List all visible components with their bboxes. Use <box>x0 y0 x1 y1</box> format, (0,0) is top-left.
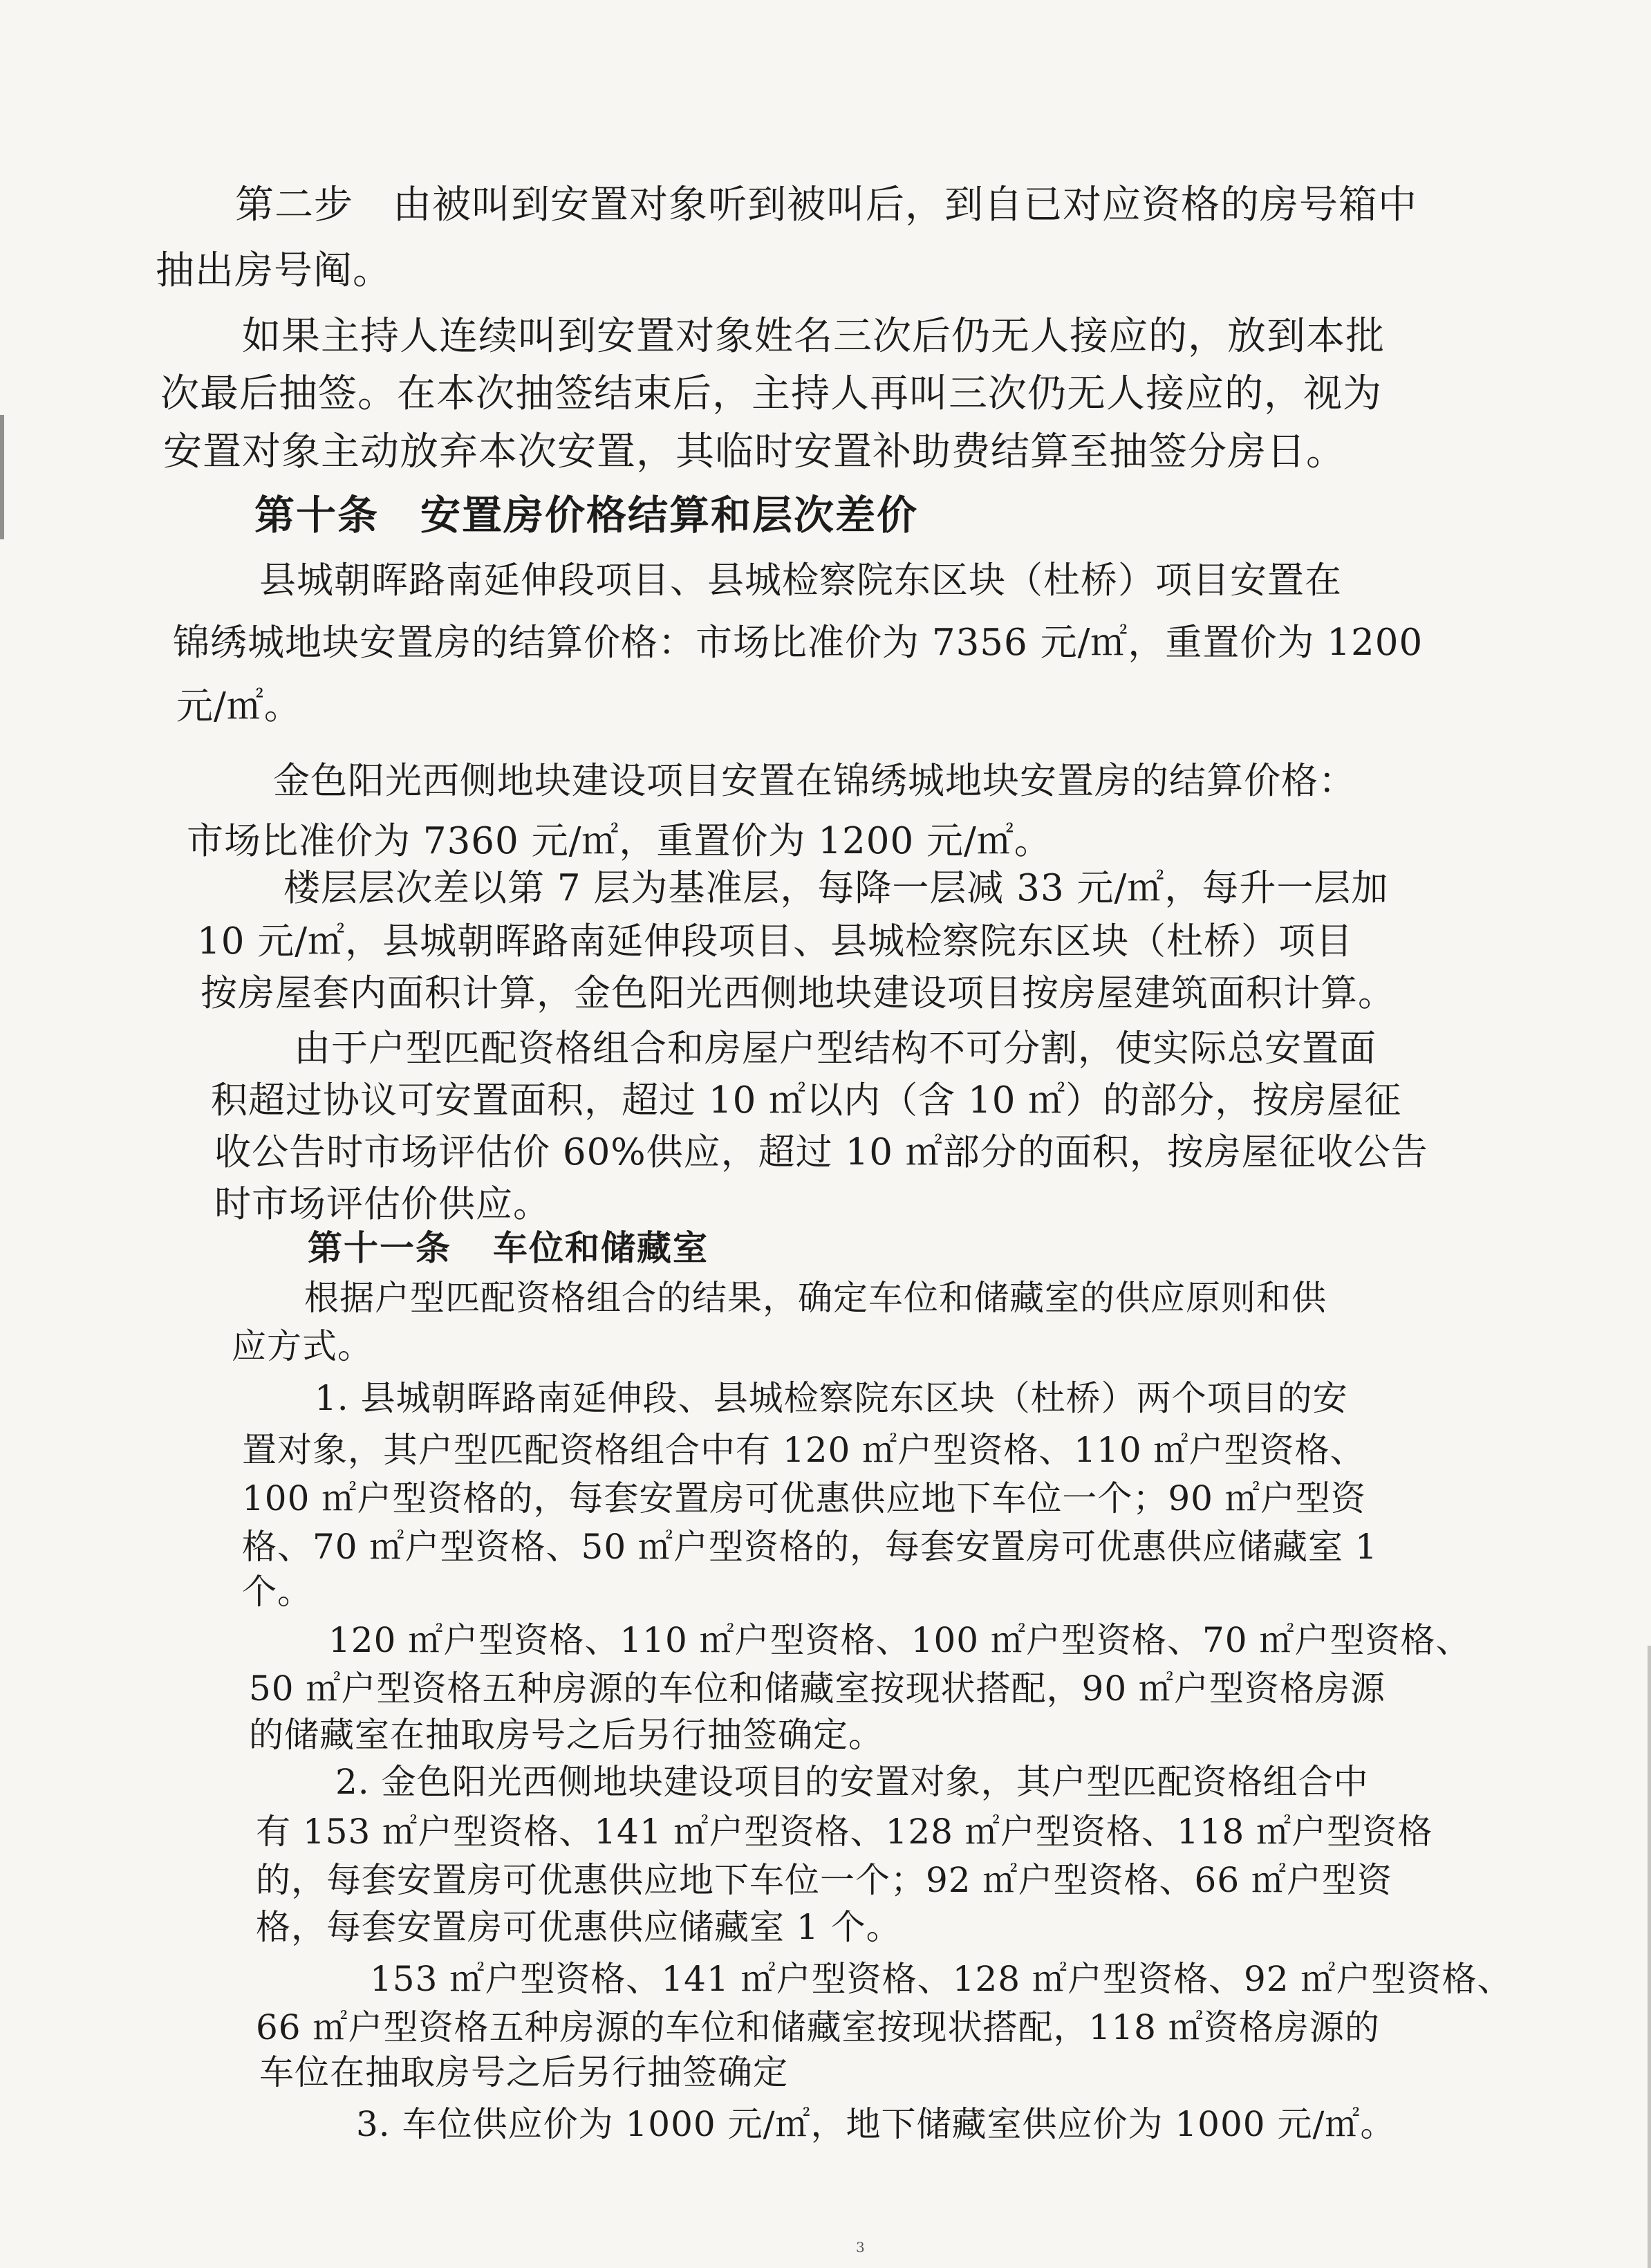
text-line: 3. 车位供应价为 1000 元/㎡，地下储藏室供应价为 1000 元/㎡。 <box>356 2104 1396 2144</box>
text-line: 收公告时市场评估价 60%供应，超过 10 ㎡部分的面积，按房屋征收公告 <box>214 1131 1428 1173</box>
text-line: 格、70 ㎡户型资格、50 ㎡户型资格的，每套安置房可优惠供应储藏室 1 <box>242 1527 1378 1567</box>
text-line: 锦绣城地块安置房的结算价格：市场比准价为 7356 元/㎡，重置价为 1200 <box>173 622 1424 664</box>
text-line: 10 元/㎡，县城朝晖路南延伸段项目、县城检察院东区块（杜桥）项目 <box>197 920 1354 963</box>
text-line: 有 153 ㎡户型资格、141 ㎡户型资格、128 ㎡户型资格、118 ㎡户型资格 <box>256 1812 1433 1852</box>
text-line: 1. 县城朝晖路南延伸段、县城检察院东区块（杜桥）两个项目的安 <box>315 1378 1348 1418</box>
article-10-title: 安置房价格结算和层次差价 <box>420 492 919 539</box>
article-10-heading <box>254 492 918 538</box>
text-line: 抽出房号阄。 <box>156 248 392 293</box>
text-line: 100 ㎡户型资格的，每套安置房可优惠供应地下车位一个；90 ㎡户型资 <box>242 1478 1366 1518</box>
text-line: 120 ㎡户型资格、110 ㎡户型资格、100 ㎡户型资格、70 ㎡户型资格、 <box>328 1620 1471 1660</box>
text-line: 如果主持人连续叫到安置对象姓名三次后仍无人接应的，放到本批 <box>242 314 1385 359</box>
text-line: 的，每套安置房可优惠供应地下车位一个；92 ㎡户型资格、66 ㎡户型资 <box>256 1860 1393 1900</box>
text-line: 66 ㎡户型资格五种房源的车位和储藏室按现状搭配，118 ㎡资格房源的 <box>256 2007 1380 2047</box>
article-11-heading <box>308 1225 709 1271</box>
text-line: 楼层层次差以第 7 层为基准层，每降一层减 33 元/㎡，每升一层加 <box>283 867 1389 909</box>
text-line: 根据户型匹配资格组合的结果，确定车位和储藏室的供应原则和供 <box>304 1278 1327 1318</box>
text-line: 市场比准价为 7360 元/㎡，重置价为 1200 元/㎡。 <box>187 820 1052 862</box>
text-line: 车位在抽取房号之后另行抽签确定 <box>259 2052 788 2092</box>
text-line: 由于户型匹配资格组合和房屋户型结构不可分割，使实际总安置面 <box>294 1028 1377 1070</box>
text-line: 金色阳光西侧地块建设项目安置在锦绣城地块安置房的结算价格： <box>273 760 1356 802</box>
text-line: 第二步 由被叫到安置对象听到被叫后，到自已对应资格的房号箱中 <box>235 183 1417 227</box>
article-11-title: 车位和储藏室 <box>493 1228 709 1268</box>
text-line: 时市场评估价供应。 <box>214 1183 550 1225</box>
text-line: 50 ㎡户型资格五种房源的车位和储藏室按现状搭配，90 ㎡户型资格房源 <box>249 1669 1386 1709</box>
text-line: 次最后抽签。在本次抽签结束后，主持人再叫三次仍无人接应的，视为 <box>160 371 1382 416</box>
scan-edge-left <box>0 415 4 539</box>
page-number: 3 <box>856 2239 865 2256</box>
article-10-number: 第十条 <box>254 492 380 539</box>
text-line: 的储藏室在抽取房号之后另行抽签确定。 <box>249 1715 884 1755</box>
scan-edge-right <box>1648 1646 1651 2268</box>
text-line: 积超过协议可安置面积，超过 10 ㎡以内（含 10 ㎡）的部分，按房屋征 <box>211 1079 1402 1122</box>
text-line: 应方式。 <box>232 1326 373 1366</box>
text-line: 安置对象主动放弃本次安置，其临时安置补助费结算至抽签分房日。 <box>163 429 1345 474</box>
text-line: 县城朝晖路南延伸段项目、县城检察院东区块（杜桥）项目安置在 <box>259 559 1342 602</box>
text-line: 个。 <box>242 1572 313 1612</box>
text-line: 2. 金色阳光西侧地块建设项目的安置对象，其户型匹配资格组合中 <box>335 1762 1369 1802</box>
text-line: 格，每套安置房可优惠供应储藏室 1 个。 <box>256 1907 902 1947</box>
text-line: 元/㎡。 <box>176 685 301 727</box>
article-11-number: 第十一条 <box>308 1228 451 1268</box>
text-line: 按房屋套内面积计算，金色阳光西侧地块建设项目按房屋建筑面积计算。 <box>200 972 1395 1014</box>
text-line: 153 ㎡户型资格、141 ㎡户型资格、128 ㎡户型资格、92 ㎡户型资格、 <box>370 1959 1513 1999</box>
text-line: 置对象，其户型匹配资格组合中有 120 ㎡户型资格、110 ㎡户型资格、 <box>242 1430 1365 1470</box>
